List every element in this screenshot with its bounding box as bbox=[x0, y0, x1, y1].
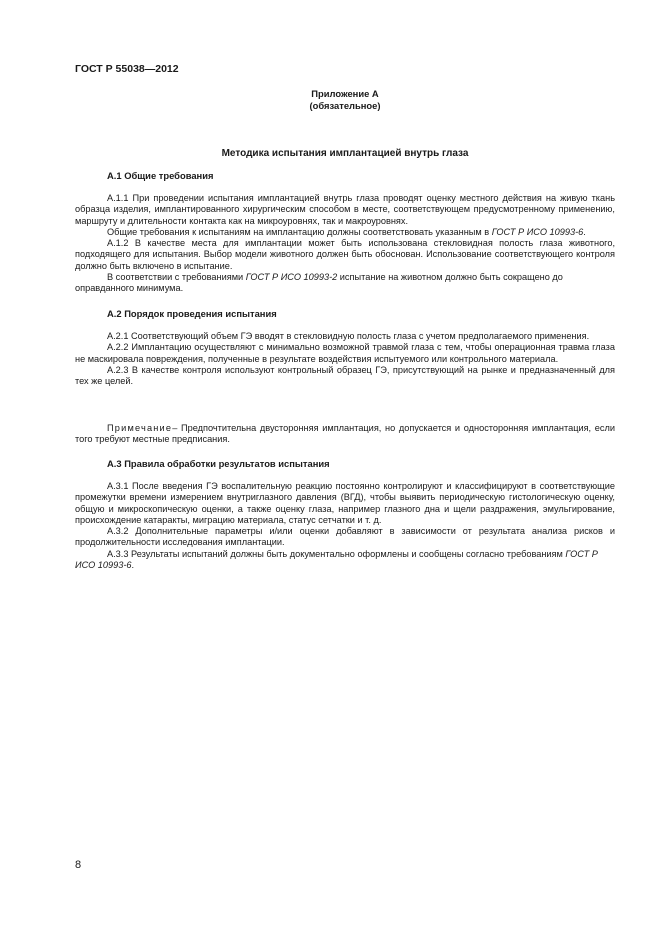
paragraph-a1-2: А.1.2 В качестве места для имплантации может быть использована стекловидная полость глаза животного, подходящего для испытания. Выбор модели животного должен быть обоснован. Использование соответствующего контроля должно быть включено в испытание. bbox=[75, 238, 615, 271]
note-text: – Предпочтительна двусторонняя имплантация, но допускается и односторонняя имплантация, если того требуют местные предписания. bbox=[75, 423, 615, 445]
paragraph-a1-1: А.1.1 При проведении испытания имплантацией внутрь глаза проводят оценку местного действия на живую ткань образца изделия, имплантированного хирургическим способом в месте, соответствующем предусмотренному применению, маршруту и длительности контакта как на микроуровнях, так и макроуровнях. bbox=[75, 193, 615, 226]
section-a2-body bbox=[75, 331, 615, 387]
paragraph-a2-3: А.2.3 В качестве контроля используют контрольный образец ГЭ, присутствующий на рынке и предназначенный для тех же целей. bbox=[75, 364, 615, 387]
paragraph-a1-1-general bbox=[75, 227, 615, 238]
section-heading-a1: А.1 Общие требования bbox=[107, 170, 214, 181]
section-a3-body bbox=[75, 481, 615, 571]
paragraph-a1-2-reduction bbox=[75, 272, 615, 295]
section-a1-body bbox=[75, 193, 615, 295]
document-title: Методика испытания имплантацией внутрь глаза bbox=[221, 148, 469, 159]
punctuation: . bbox=[583, 226, 586, 237]
note-label: Примечание bbox=[107, 423, 173, 433]
paragraph-a1-2-reduction-text: В соответствии с требованиями bbox=[107, 272, 246, 283]
section-heading-a2: А.2 Порядок проведения испытания bbox=[107, 308, 277, 319]
paragraph-a2-2: А.2.2 Имплантацию осуществляют с минимально возможной травмой глаза с тем, чтобы операционная травма глаза не маскировала повреждения, полученные в результате воздействия испытуемого или контрольного материала. bbox=[75, 342, 615, 364]
note-paragraph bbox=[75, 423, 615, 446]
annex-status: (обязательное) bbox=[309, 100, 381, 111]
document-header: ГОСТ Р 55038—2012 bbox=[75, 63, 179, 75]
paragraph-a1-1-general-text: Общие требования к испытаниям на имплантацию должны соответствовать указанным в bbox=[107, 226, 492, 237]
standard-reference: ГОСТ Р ИСО 10993-2 bbox=[245, 272, 338, 283]
paragraph-a3-3-tail: . bbox=[131, 560, 135, 571]
paragraph-a3-3-text: А.3.3 Результаты испытаний должны быть документально оформлены и сообщены согласно требованиям bbox=[107, 548, 566, 559]
standard-reference: ГОСТ Р ИСО 10993-6 bbox=[75, 548, 598, 571]
note-block bbox=[75, 423, 615, 446]
paragraph-a3-2: А.3.2 Дополнительные параметры и/или оценки добавляют в зависимости от результата анализа рисков и продолжительности исследования имплантации. bbox=[75, 526, 615, 548]
paragraph-a2-1: А.2.1 Соответствующий объем ГЭ вводят в стекловидную полость глаза с учетом предполагаемого применения. bbox=[107, 331, 590, 341]
section-heading-a3: А.3 Правила обработки результатов испытания bbox=[107, 458, 330, 469]
paragraph-a3-1: А.3.1 После введения ГЭ воспалительную реакцию постоянно контролируют и классифицируют в соответствующие промежутки времени измерением внутриглазного давления (ВГД), чтобы выявить периодическую гистологическую оценку, общую и микроскопическую оценки, а также оценку глаза, например глазного дна и щели раздражения, эмульгирование, происхождение катаракты, миграцию материала, статус сетчатки и т. д. bbox=[75, 481, 615, 525]
page-number: 8 bbox=[75, 859, 82, 871]
annex-title: Приложение А bbox=[311, 88, 379, 99]
standard-reference: ГОСТ Р ИСО 10993-6 bbox=[491, 226, 584, 237]
paragraph-a3-3 bbox=[75, 549, 615, 572]
paragraph-a1-2-reduction-tail: испытание на животном должно быть сокращено до оправданного минимума. bbox=[75, 272, 563, 294]
